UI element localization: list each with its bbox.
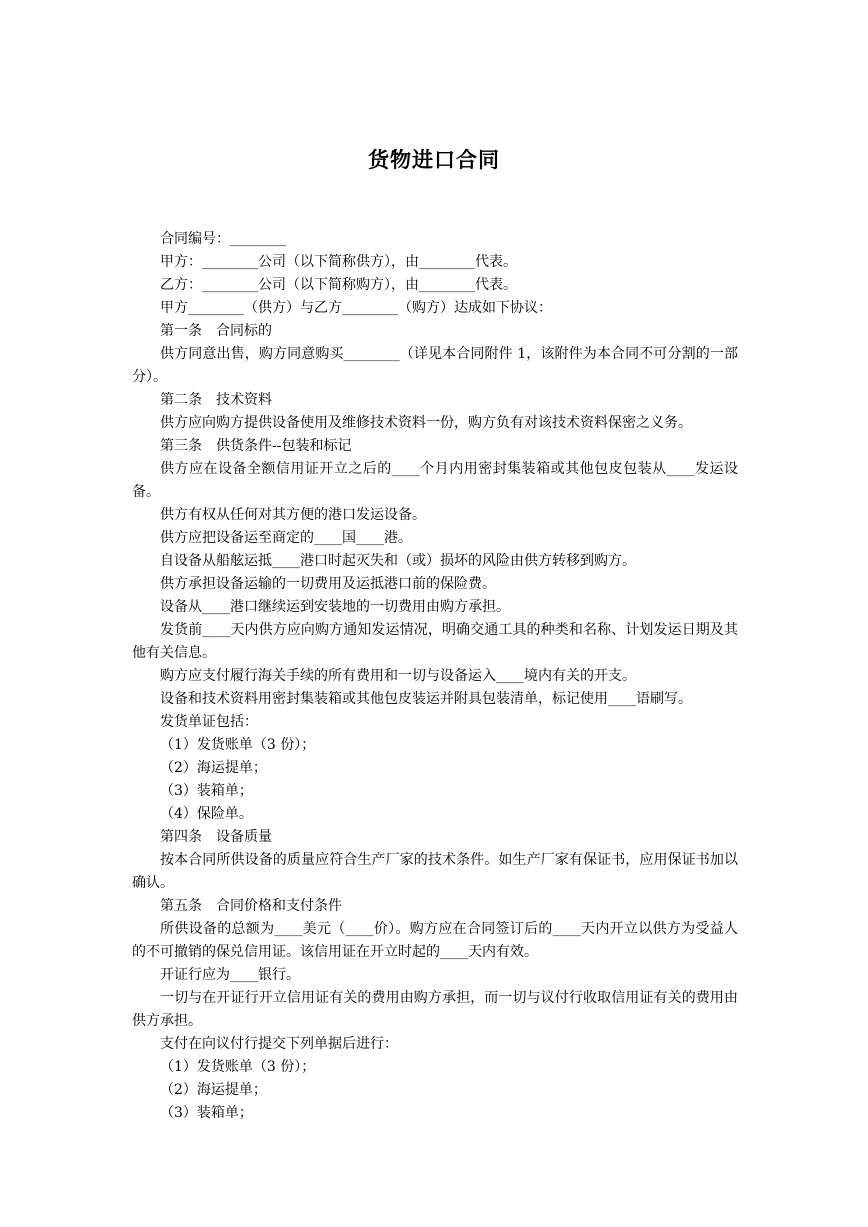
paragraph: 发货单证包括： bbox=[160, 714, 258, 730]
paragraph: 供方同意出售，购方同意购买________（详见本合同附件 1，该附件为本合同不可分割的一部分）。 bbox=[132, 346, 738, 385]
paragraph: 乙方：________公司（以下简称购方），由________代表。 bbox=[160, 277, 517, 293]
clause-heading: 第五条 合同价格和支付条件 bbox=[160, 898, 342, 914]
paragraph: 供方承担设备运输的一切费用及运抵港口前的保险费。 bbox=[160, 576, 496, 592]
paragraph: 甲方________（供方）与乙方________（购方）达成如下协议： bbox=[160, 300, 552, 316]
document-body bbox=[132, 228, 738, 1125]
paragraph: 自设备从船舷运抵____港口时起灭失和（或）损坏的风险由供方转移到购方。 bbox=[160, 553, 636, 569]
paragraph: 合同编号：________ bbox=[160, 231, 286, 247]
paragraph: 甲方：________公司（以下简称供方），由________代表。 bbox=[160, 254, 517, 270]
paragraph: 供方应把设备运至商定的____国____港。 bbox=[160, 530, 412, 546]
list-item: （2）海运提单； bbox=[160, 760, 267, 776]
paragraph: 设备和技术资料用密封集装箱或其他包皮装运并附具包装清单，标记使用____语刷写。 bbox=[160, 691, 692, 707]
paragraph: 支付在向议付行提交下列单据后进行： bbox=[160, 1036, 398, 1052]
list-item: （1）发货账单（3 份）； bbox=[160, 737, 316, 753]
clause-heading: 第四条 设备质量 bbox=[160, 829, 272, 845]
paragraph: 所供设备的总额为____美元（____价）。购方应在合同签订后的____天内开立以供方为受益人的不可撤销的保兑信用证。该信用证在开立时起的____天内有效。 bbox=[132, 921, 738, 960]
clause-heading: 第一条 合同标的 bbox=[160, 323, 272, 339]
list-item: （1）发货账单（3 份）； bbox=[160, 1059, 316, 1075]
list-item: （4）保险单。 bbox=[160, 806, 253, 822]
paragraph: 按本合同所供设备的质量应符合生产厂家的技术条件。如生产厂家有保证书，应用保证书加以确认。 bbox=[132, 852, 738, 891]
list-item: （3）装箱单； bbox=[160, 1105, 253, 1121]
paragraph: 开证行应为____银行。 bbox=[160, 967, 300, 983]
list-item: （2）海运提单； bbox=[160, 1082, 267, 1098]
paragraph: 一切与在开证行开立信用证有关的费用由购方承担，而一切与议付行收取信用证有关的费用由供方承担。 bbox=[132, 990, 738, 1029]
clause-heading: 第三条 供货条件--包装和标记 bbox=[160, 438, 352, 454]
paragraph: 设备从____港口继续运到安装地的一切费用由购方承担。 bbox=[160, 599, 510, 615]
paragraph: 供方有权从任何对其方便的港口发运设备。 bbox=[160, 507, 426, 523]
paragraph: 供方应向购方提供设备使用及维修技术资料一份，购方负有对该技术资料保密之义务。 bbox=[160, 415, 692, 431]
paragraph: 供方应在设备全额信用证开立之后的____个月内用密封集装箱或其他包皮包装从____发运设备。 bbox=[132, 461, 738, 500]
list-item: （3）装箱单； bbox=[160, 783, 253, 799]
clause-heading: 第二条 技术资料 bbox=[160, 392, 272, 408]
paragraph: 发货前____天内供方应向购方通知发运情况，明确交通工具的种类和名称、计划发运日期及其他有关信息。 bbox=[132, 622, 738, 661]
paragraph: 购方应支付履行海关手续的所有费用和一切与设备运入____境内有关的开支。 bbox=[160, 668, 636, 684]
document-title: 货物进口合同 bbox=[368, 147, 500, 172]
